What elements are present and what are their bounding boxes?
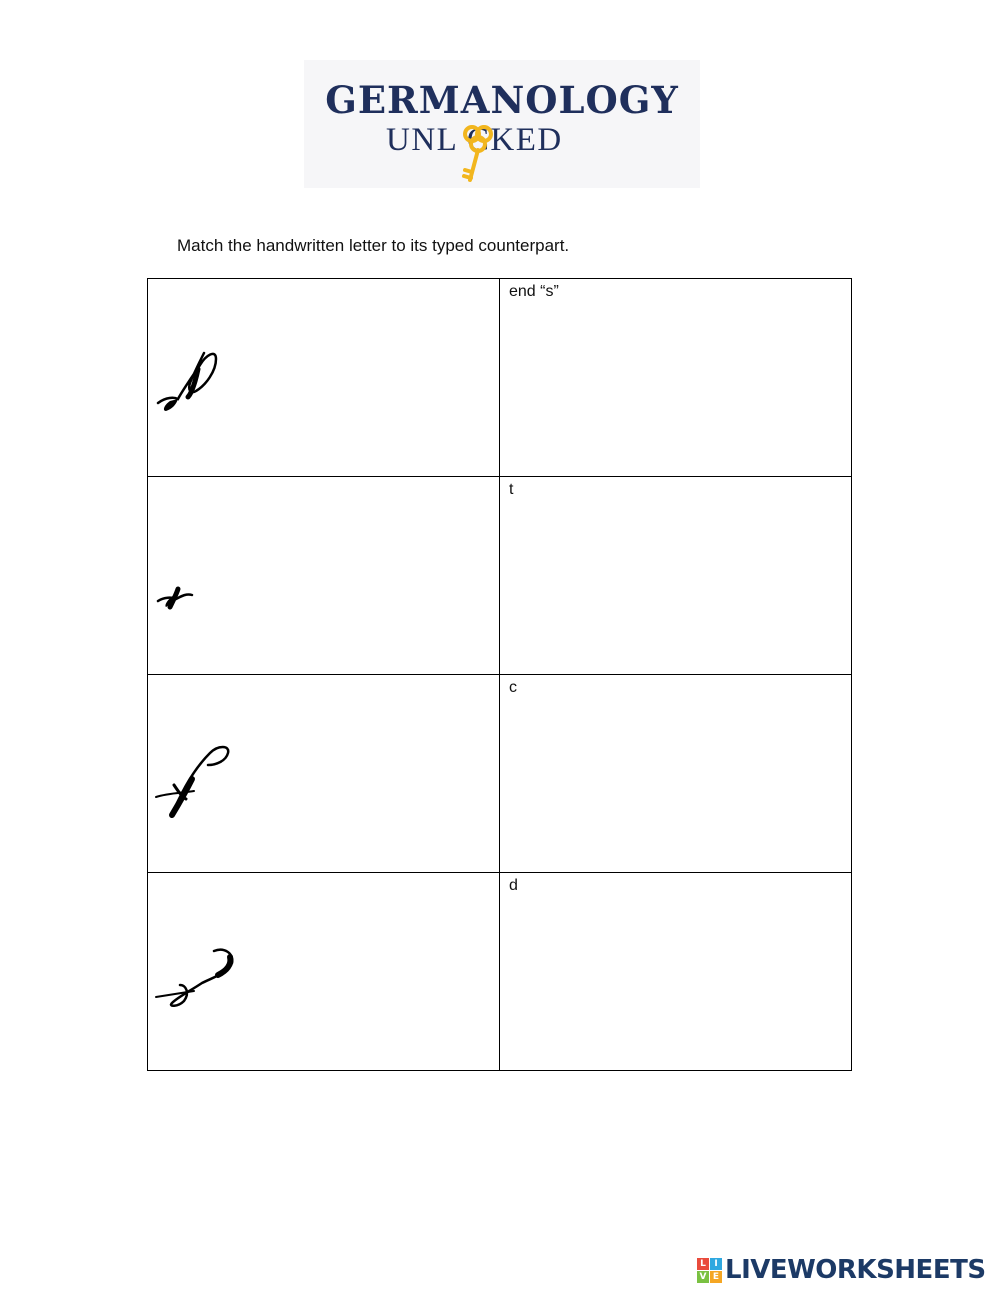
liveworksheets-logo-icon (697, 1258, 722, 1283)
table-row (148, 477, 852, 675)
matching-table (147, 278, 852, 1071)
brand-name: LIVEWORKSHEETS (725, 1255, 986, 1285)
typed-cell (500, 477, 852, 675)
germanology-logo (304, 60, 700, 188)
kurrent-t-glyph-icon (152, 477, 272, 674)
typed-cell (500, 873, 852, 1071)
brand-mark-letter: E (710, 1271, 722, 1283)
table-row (148, 675, 852, 873)
brand-mark-letter: V (697, 1271, 709, 1283)
typed-letter: d (509, 877, 518, 894)
handwritten-cell (148, 477, 500, 675)
kurrent-d-glyph-icon (152, 873, 272, 1070)
brand-mark-letter: I (710, 1258, 722, 1270)
liveworksheets-brand[interactable] (697, 1255, 986, 1285)
typed-cell (500, 279, 852, 477)
brand-mark-letter: L (697, 1258, 709, 1270)
handwritten-cell (148, 873, 500, 1071)
kurrent-c-glyph-icon (152, 675, 272, 872)
logo-title: GERMANOLOGY (325, 78, 679, 122)
table-row (148, 279, 852, 477)
typed-letter: t (509, 481, 514, 498)
table-row (148, 873, 852, 1071)
instruction-text: Match the handwritten letter to its typed counterpart. (177, 236, 570, 255)
kurrent-end-s-glyph-icon (152, 279, 272, 476)
typed-letter: end “s” (509, 283, 559, 300)
typed-letter: c (509, 679, 517, 696)
typed-cell (500, 675, 852, 873)
key-icon (458, 122, 498, 186)
handwritten-cell (148, 675, 500, 873)
logo-subtitle: UNL CKED (386, 122, 563, 158)
handwritten-cell (148, 279, 500, 477)
